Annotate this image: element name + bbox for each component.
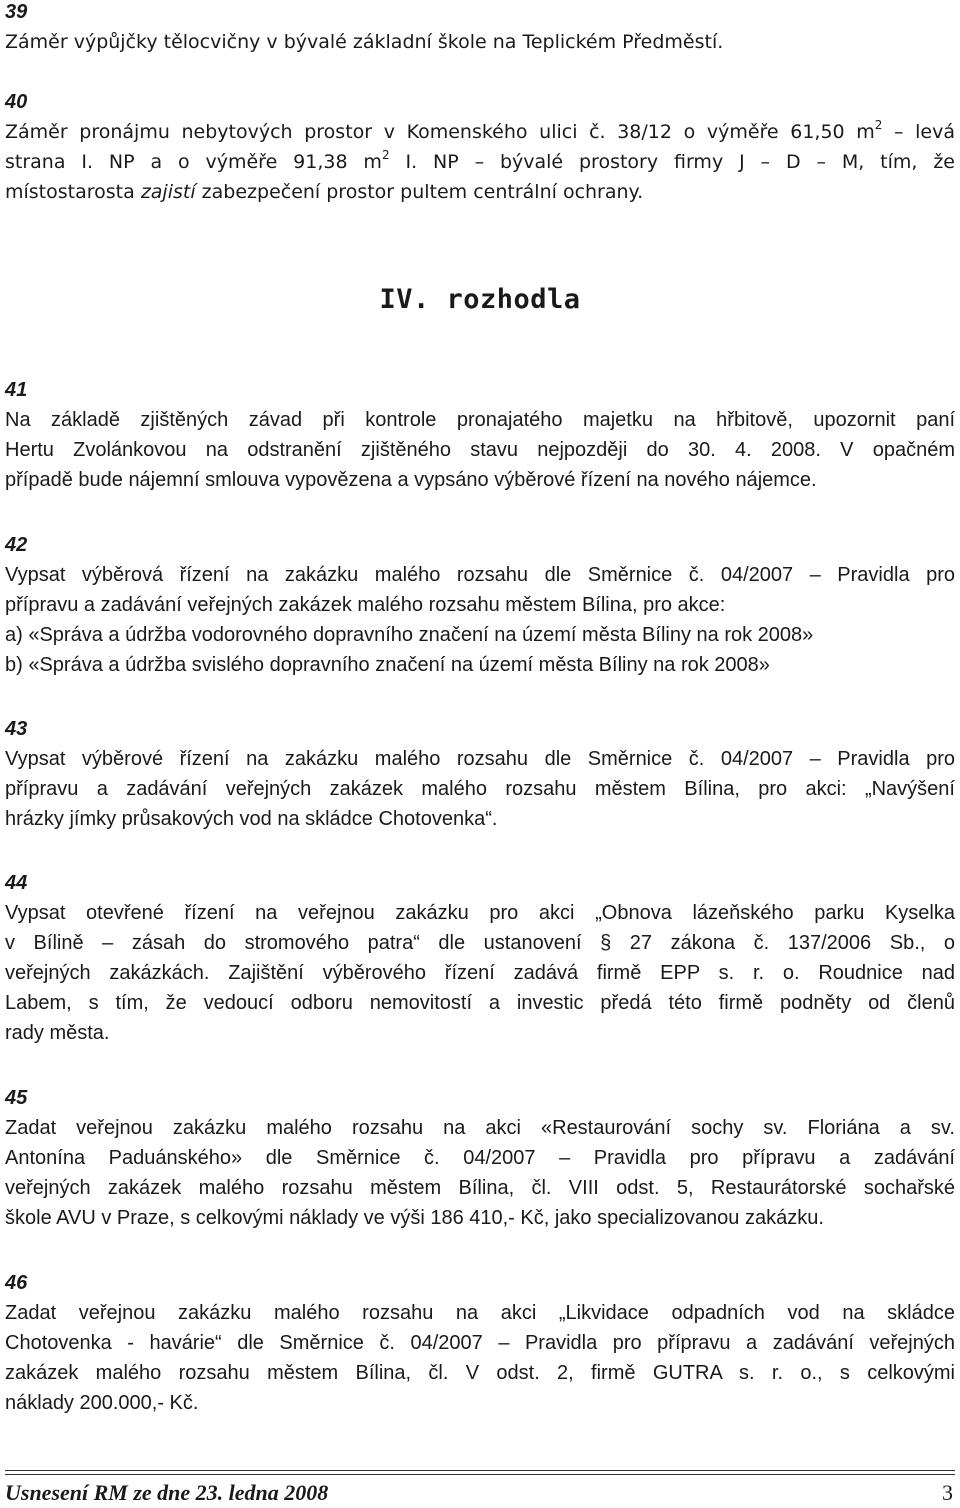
resolution-39 bbox=[5, 0, 955, 57]
resolution-text-line: Záměr pronájmu nebytových prostor v Komenského ulici č. 38/12 o výměře 61,50 $m^2$ – levá bbox=[5, 118, 955, 143]
resolution-number: 40 bbox=[5, 91, 28, 113]
resolution-text-line: místostarosta zajistí zabezpečení prostor pultem centrální ochrany. bbox=[5, 181, 644, 203]
resolution-text-line: zakázek malého rozsahu městem Bílina, čl. V odst. 2, firmě GUTRA s. r. o., s celkovými bbox=[5, 1362, 955, 1384]
resolution-text-line: škole AVU v Praze, s celkovými náklady ve výši 186 410,- Kč, jako specializovanou zakázku. bbox=[5, 1207, 824, 1229]
resolution-text-line: Záměr výpůjčky tělocvičny v bývalé základní škole na Teplickém Předměstí. bbox=[5, 31, 724, 53]
resolution-text-line: veřejných zakázkách. Zajištění výběrového řízení zadává firmě EPP s. r. o. Roudnice nad bbox=[5, 962, 955, 984]
resolution-text-line: a) «Správa a údržba vodorovného dopravního značení na území města Bíliny na rok 2008» bbox=[5, 624, 814, 646]
resolution-42 bbox=[5, 530, 955, 680]
footer-rule bbox=[5, 1474, 955, 1475]
resolution-text-line: strana I. NP a o výměře 91,38 $m^2$ I. NP – bývalé prostory firmy J – D – M, tím, že bbox=[5, 148, 955, 173]
resolution-text-line: Zadat veřejnou zakázku malého rozsahu na akci „Likvidace odpadních vod na skládce bbox=[5, 1302, 955, 1324]
resolution-text-line: Na základě zjištěných závad při kontrole pronajatého majetku na hřbitově, upozornit paní bbox=[5, 409, 955, 431]
resolution-number: 39 bbox=[5, 1, 28, 23]
resolution-text-line: rady města. bbox=[5, 1022, 110, 1044]
resolution-text-line: b) «Správa a údržba svislého dopravního značení na území města Bíliny na rok 2008» bbox=[5, 654, 770, 676]
resolution-number: 46 bbox=[5, 1272, 28, 1294]
resolution-text-line: v Bílině – zásah do stromového patra“ dle ustanovení § 27 zákona č. 137/2006 Sb., o bbox=[5, 932, 955, 954]
resolution-number: 41 bbox=[5, 379, 28, 401]
resolution-text-line: přípravu a zadávání veřejných zakázek malého rozsahu městem Bílina, pro akce: bbox=[5, 594, 726, 616]
resolution-text-line: Vypsat výběrová řízení na zakázku malého rozsahu dle Směrnice č. 04/2007 – Pravidla pro bbox=[5, 564, 955, 586]
page-number: 3 bbox=[942, 1480, 953, 1505]
resolution-text-line: Chotovenka - havárie“ dle Směrnice č. 04/2007 – Pravidla pro přípravu a zadávání veřejných bbox=[5, 1332, 955, 1354]
resolution-text-line: veřejných zakázek malého rozsahu městem Bílina, čl. VIII odst. 5, Restaurátorské sochařské bbox=[5, 1177, 955, 1199]
resolution-text-line: Hertu Zvolánkovou na odstranění zjištěného stavu nejpozději do 30. 4. 2008. V opačném bbox=[5, 439, 955, 461]
resolution-text-line: Labem, s tím, že vedoucí odboru nemovitostí a investic předá této firmě podněty od členů bbox=[5, 992, 955, 1014]
resolution-text-line: případě bude nájemní smlouva vypovězena a vypsáno výběrové řízení na nového nájemce. bbox=[5, 469, 817, 491]
resolution-text-line: hrázky jímky průsakových vod na skládce Chotovenka“. bbox=[5, 808, 498, 830]
resolution-46 bbox=[5, 1268, 955, 1418]
resolution-number: 44 bbox=[5, 872, 28, 894]
resolution-text-line: Antonína Paduánského» dle Směrnice č. 04/2007 – Pravidla pro přípravu a zadávání bbox=[5, 1147, 955, 1169]
resolution-number: 45 bbox=[5, 1087, 28, 1109]
resolution-43 bbox=[5, 714, 955, 834]
resolution-text-line: Zadat veřejnou zakázku malého rozsahu na akci «Restaurování sochy sv. Floriána a sv. bbox=[5, 1117, 955, 1139]
resolution-text-line: přípravu a zadávání veřejných zakázek malého rozsahu městem Bílina, pro akci: „Navýšení bbox=[5, 778, 955, 800]
section-heading: IV. rozhodla bbox=[379, 284, 581, 315]
resolution-number: 43 bbox=[5, 718, 28, 740]
footer-rule bbox=[5, 1470, 955, 1471]
page-footer bbox=[5, 1480, 955, 1508]
resolution-44 bbox=[5, 868, 955, 1048]
resolution-text-line: Vypsat otevřené řízení na veřejnou zakázku pro akci „Obnova lázeňského parku Kyselka bbox=[5, 902, 955, 924]
resolution-40 bbox=[5, 87, 955, 207]
resolution-text-line: náklady 200.000,- Kč. bbox=[5, 1392, 199, 1414]
resolution-text-line: Vypsat výběrové řízení na zakázku malého rozsahu dle Směrnice č. 04/2007 – Pravidla pro bbox=[5, 748, 955, 770]
footer-title: Usnesení RM ze dne 23. ledna 2008 bbox=[5, 1480, 329, 1505]
resolution-41 bbox=[5, 375, 955, 495]
resolution-45 bbox=[5, 1083, 955, 1233]
resolution-number: 42 bbox=[5, 534, 28, 556]
